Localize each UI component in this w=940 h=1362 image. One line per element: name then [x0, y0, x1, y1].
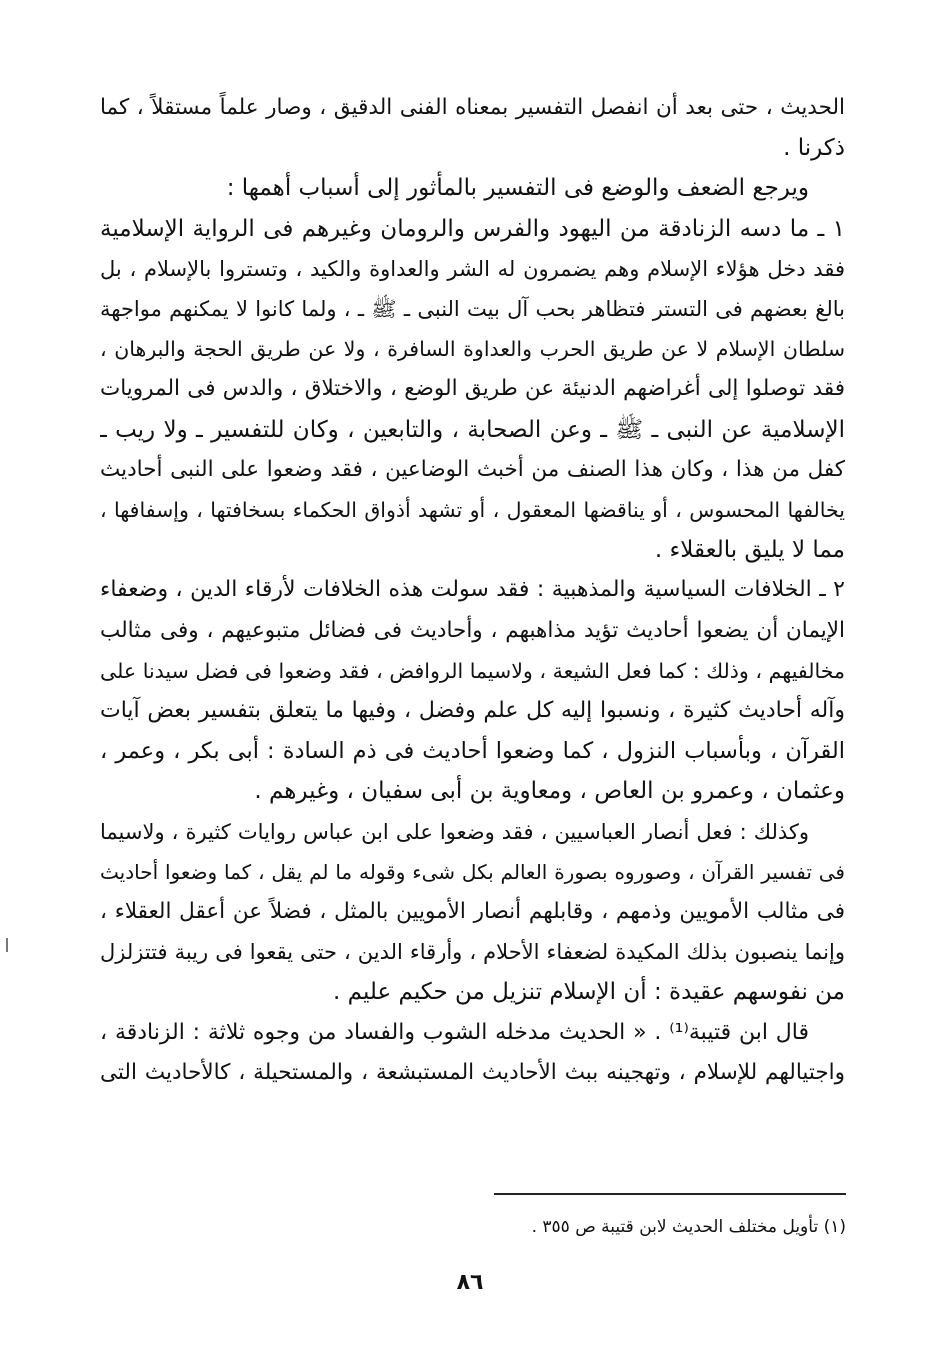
- text-line: ١ ـ ما دسه الزنادقة من اليهود والفرس والرومان وغيرهم فى الرواية الإسلامية: [100, 215, 845, 242]
- text-line: فى مثالب الأمويين وذمهم ، وقابلهم أنصار الأمويين بالمثل ، فضلاً عن أعقل العقلاء ،: [100, 899, 845, 925]
- text-line: فقد دخل هؤلاء الإسلام وهم يضمرون له الشر والعداوة والكيد ، وتستروا بالإسلام ، بل: [100, 256, 845, 281]
- text-line: فى تفسير القرآن ، وصوروه بصورة العالم بكل شىء وقوله ما لم يقل ، كما وضعوا أحاديث: [100, 859, 845, 884]
- text-line: واجتيالهم للإسلام ، وتهجينه ببث الأحاديث المستبشعة ، والمستحيلة ، كالأحاديث التى: [100, 1059, 845, 1085]
- text-line: قال ابن قتيبة⁽¹⁾ . « الحديث مدخله الشوب والفساد من وجوه ثلاثة : الزنادقة ،: [100, 1019, 809, 1045]
- text-line: وإنما ينصبون بذلك المكيدة لضعفاء الأحلام ، وأرقاء الدين ، حتى يقعوا فى ريبة فتتزلزل: [100, 940, 845, 965]
- text-line: يخالفها المحسوس ، أو يناقضها المعقول ، أو تشهد أذواق الحكماء بسخافتها ، وإسفافها ،: [100, 498, 845, 523]
- text-line: مخالفيهم ، وذلك : كما فعل الشيعة ، ولاسيما الروافض ، فقد وضعوا فى فضل سيدنا على: [100, 658, 845, 683]
- text-line: الإسلامية عن النبى ـ ﷺ ـ وعن الصحابة ، والتابعين ، وكان للتفسير ـ ولا ريب ـ: [100, 416, 845, 443]
- text-line: فقد توصلوا إلى أغراضهم الدنيئة عن طريق الوضع ، والاختلاق ، والدس فى المرويات: [100, 376, 845, 402]
- text-line: وآله أحاديث كثيرة ، ونسبوا إليه كل علم وفضل ، وفيها ما يتعلق بتفسير بعض آيات: [100, 698, 845, 724]
- text-line: وكذلك : فعل أنصار العباسيين ، فقد وضعوا على ابن عباس روايات كثيرة ، ولاسيما: [100, 819, 809, 844]
- footnote-divider: [494, 1193, 846, 1195]
- text-line: ذكرنا .: [783, 135, 845, 162]
- text-line: ويرجع الضعف والوضع فى التفسير بالمأثور إلى أسباب أهمها :: [226, 175, 809, 202]
- text-line: مما لا يليق بالعقلاء .: [654, 537, 845, 564]
- text-line: من نفوسهم عقيدة : أن الإسلام تنزيل من حكيم عليم .: [333, 979, 845, 1006]
- text-line: بالغ بعضهم فى التستر فتظاهر بحب آل بيت النبى ـ ﷺ ـ ، ولما كانوا لا يمكنهم مواجهة: [100, 297, 845, 322]
- text-line: كفل من هذا ، وكان هذا الصنف من أخبث الوضاعين ، فقد وضعوا على النبى أحاديث: [100, 456, 845, 482]
- text-line: وعثمان ، وعمرو بن العاص ، ومعاوية بن أبى سفيان ، وغيرهم .: [254, 778, 845, 805]
- text-line: ٢ ـ الخلافات السياسية والمذهبية : فقد سولت هذه الخلافات لأرقاء الدين ، وضعفاء: [100, 577, 845, 603]
- footnote: (١) تأويل مختلف الحديث لابن قتيبة ص ٣٥٥ .: [531, 1217, 846, 1237]
- page-body-text: [100, 88, 845, 1093]
- text-line: القرآن ، وبأسباب النزول ، كما وضعوا أحاديث فى ذم السادة : أبى بكر ، وعمر ،: [100, 738, 845, 765]
- page-number: ٨٦: [456, 1270, 484, 1295]
- scan-margin-mark: [6, 938, 8, 952]
- text-line: الإيمان أن يضعوا أحاديث تؤيد مذاهبهم ، وأحاديث فى فضائل متبوعيهم ، وفى مثالب: [100, 617, 845, 643]
- text-line: الحديث ، حتى بعد أن انفصل التفسير بمعناه الفنى الدقيق ، وصار علماً مستقلاً ، كما: [100, 95, 845, 120]
- text-line: سلطان الإسلام لا عن طريق الحرب والعداوة السافرة ، ولا عن طريق الحجة والبرهان ،: [100, 337, 845, 362]
